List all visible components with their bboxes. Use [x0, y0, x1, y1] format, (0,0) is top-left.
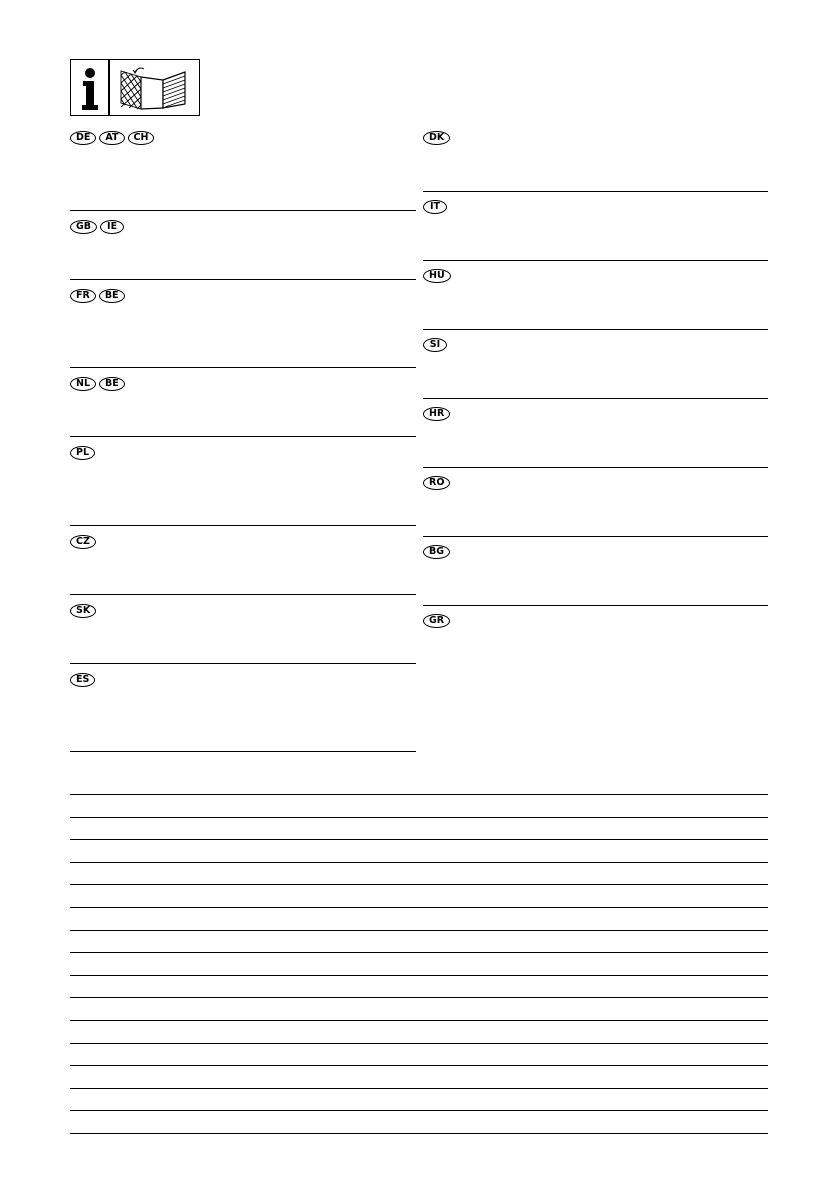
note-line — [70, 997, 768, 998]
country-badge: SI — [423, 338, 447, 352]
country-badge: FR — [70, 289, 96, 303]
section-divider — [70, 279, 416, 280]
country-badge: DK — [423, 131, 450, 145]
section-ro — [423, 476, 450, 490]
country-badge: AT — [99, 131, 124, 145]
section-divider — [70, 663, 416, 664]
section-gr — [423, 614, 450, 628]
country-badge: IT — [423, 200, 447, 214]
country-badge: HR — [423, 407, 450, 421]
note-line — [70, 930, 768, 931]
note-line — [70, 817, 768, 818]
country-badge: HU — [423, 269, 451, 283]
section-pl — [70, 446, 95, 460]
country-badge: BE — [99, 377, 125, 391]
section-divider — [70, 525, 416, 526]
note-line — [70, 952, 768, 953]
section-divider — [423, 536, 768, 537]
section-sk — [70, 604, 96, 618]
section-hr — [423, 407, 450, 421]
country-badge: PL — [70, 446, 95, 460]
section-de-at-ch — [70, 131, 154, 145]
section-gb-ie — [70, 220, 124, 234]
country-badge: NL — [70, 377, 96, 391]
folded-manual-icon — [71, 60, 201, 117]
info-icon-box — [70, 59, 200, 116]
section-si — [423, 338, 447, 352]
section-divider — [423, 329, 768, 330]
country-badge: RO — [423, 476, 450, 490]
note-line — [70, 907, 768, 908]
country-badge: BG — [423, 545, 450, 559]
section-divider — [70, 751, 416, 752]
note-line — [70, 794, 768, 795]
note-line — [70, 1043, 768, 1044]
section-dk — [423, 131, 450, 145]
section-divider — [423, 191, 768, 192]
section-it — [423, 200, 447, 214]
section-divider — [70, 436, 416, 437]
note-line — [70, 1088, 768, 1089]
note-line — [70, 1133, 768, 1134]
country-badge: CZ — [70, 535, 96, 549]
section-fr-be — [70, 289, 125, 303]
note-line — [70, 1020, 768, 1021]
note-line — [70, 1110, 768, 1111]
section-bg — [423, 545, 450, 559]
note-line — [70, 975, 768, 976]
country-badge: ES — [70, 673, 95, 687]
note-line — [70, 862, 768, 863]
note-line — [70, 839, 768, 840]
country-badge: IE — [100, 220, 124, 234]
country-badge: SK — [70, 604, 96, 618]
note-line — [70, 884, 768, 885]
section-es — [70, 673, 95, 687]
section-nl-be — [70, 377, 125, 391]
note-line — [70, 1065, 768, 1066]
section-cz — [70, 535, 96, 549]
section-divider — [70, 594, 416, 595]
country-badge: BE — [99, 289, 125, 303]
section-divider — [423, 398, 768, 399]
country-badge: DE — [70, 131, 96, 145]
section-divider — [70, 210, 416, 211]
country-badge: GB — [70, 220, 97, 234]
section-divider — [423, 260, 768, 261]
section-divider — [423, 467, 768, 468]
section-divider — [70, 367, 416, 368]
country-badge: CH — [128, 131, 155, 145]
section-hu — [423, 269, 451, 283]
country-badge: GR — [423, 614, 450, 628]
section-divider — [423, 605, 768, 606]
